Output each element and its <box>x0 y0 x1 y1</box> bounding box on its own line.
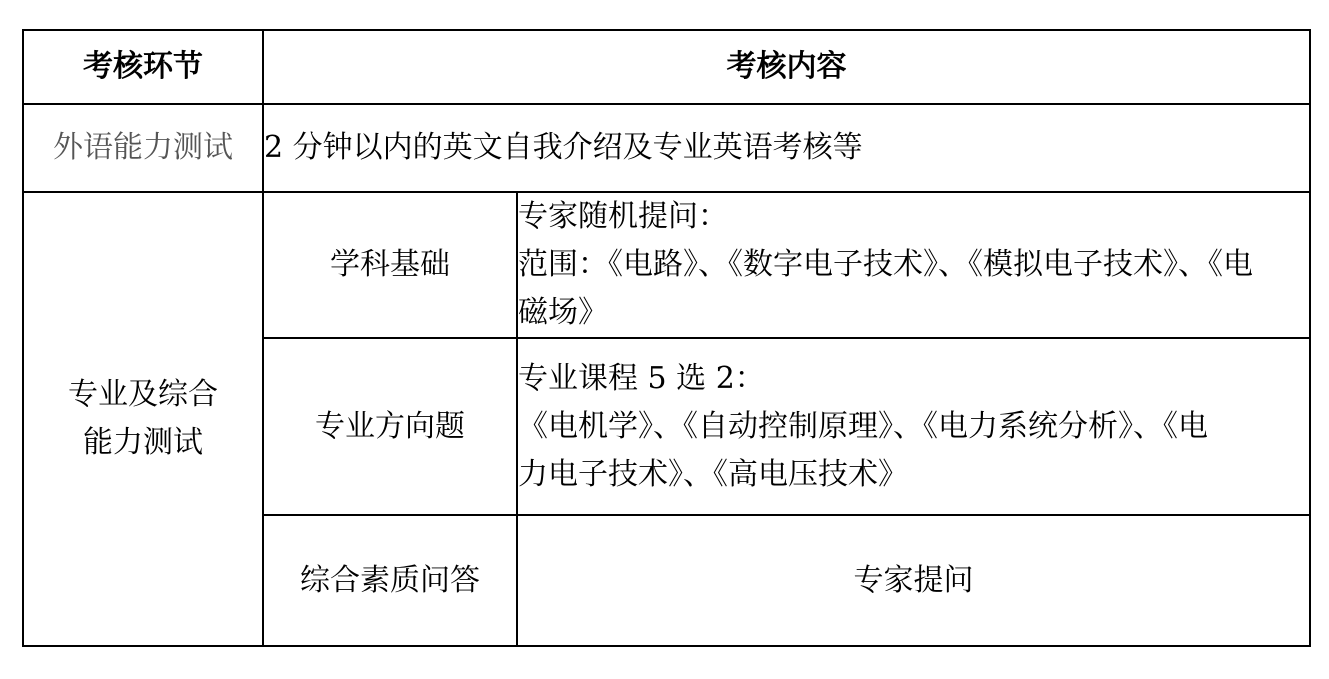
table-row <box>23 192 1310 338</box>
content-line: 力电子技术》、《高电压技术》 <box>518 456 908 492</box>
content-line: 专家随机提问： <box>518 199 728 234</box>
stage-professional <box>23 192 263 646</box>
stage-professional-line1: 专业及综合 <box>68 377 218 412</box>
item-subject-basics: 学科基础 <box>263 192 517 338</box>
content-line: 范围：《电路》、《数字电子技术》、《模拟电子技术》、《电 <box>518 247 1253 282</box>
stage-professional-line2: 能力测试 <box>83 425 203 460</box>
table-row <box>23 104 1310 192</box>
item-comprehensive-qa: 综合素质问答 <box>263 515 517 646</box>
content-foreign-language: 2 分钟以内的英文自我介绍及专业英语考核等 <box>263 104 1310 192</box>
content-subject-basics <box>517 192 1310 338</box>
exam-table <box>22 29 1311 647</box>
content-line: 专业课程 5 选 2： <box>518 360 765 396</box>
header-row <box>23 30 1310 104</box>
content-line: 磁场》 <box>518 295 608 330</box>
header-content: 考核内容 <box>263 30 1310 104</box>
content-line: 《电机学》、《自动控制原理》、《电力系统分析》、《电 <box>518 408 1208 444</box>
item-specialty-direction: 专业方向题 <box>263 338 517 515</box>
content-specialty-direction <box>517 338 1310 515</box>
content-comprehensive-qa: 专家提问 <box>517 515 1310 646</box>
header-stage: 考核环节 <box>23 30 263 104</box>
stage-foreign-language: 外语能力测试 <box>23 104 263 192</box>
